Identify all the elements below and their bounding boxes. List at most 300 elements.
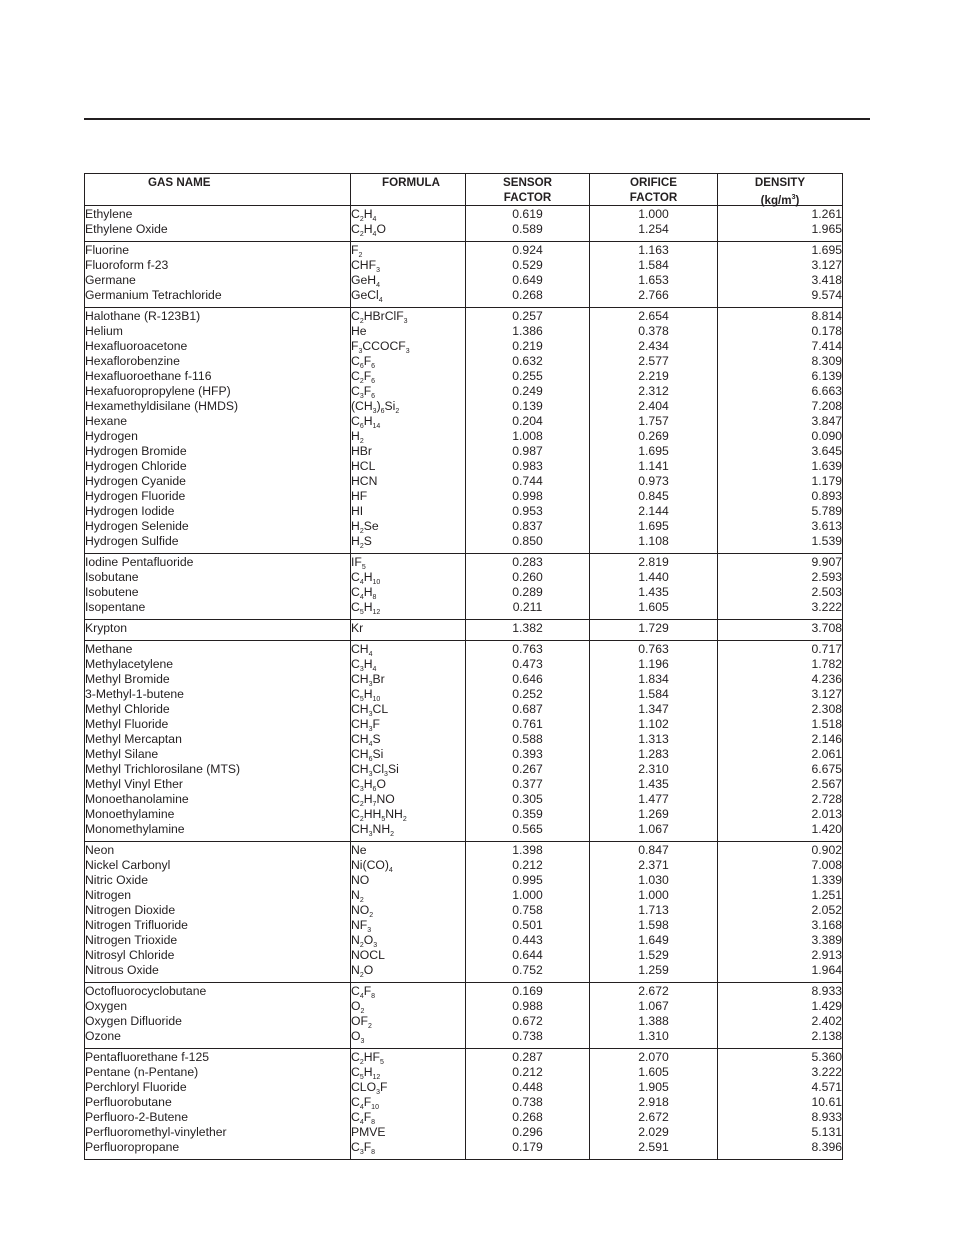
list-item: Nitrous Oxide bbox=[85, 963, 159, 977]
list-item: $O_3$ bbox=[351, 1029, 365, 1045]
top-rule bbox=[84, 118, 870, 120]
list-item: $OF_2$ bbox=[351, 1014, 372, 1030]
list-item: 0.589 bbox=[512, 222, 543, 236]
list-item: 1.102 bbox=[638, 717, 669, 731]
list-item: 0.752 bbox=[512, 963, 543, 977]
list-item: Nitrogen Trifluoride bbox=[85, 918, 188, 932]
gas-name-cell bbox=[85, 620, 351, 641]
list-item: $NF_3$ bbox=[351, 918, 372, 934]
list-item: 1.539 bbox=[811, 534, 842, 548]
list-item: Hydrogen Iodide bbox=[85, 504, 175, 518]
list-item: 0.212 bbox=[512, 858, 543, 872]
sensor-factor-cell bbox=[466, 842, 590, 983]
list-item: 1.639 bbox=[811, 459, 842, 473]
list-item: 1.695 bbox=[638, 519, 669, 533]
sensor-factor-cell bbox=[466, 554, 590, 620]
formula-cell bbox=[351, 308, 466, 554]
list-item: Ethylene bbox=[85, 207, 133, 221]
list-item: 1.269 bbox=[638, 807, 669, 821]
list-item: $CHF_3$ bbox=[351, 258, 380, 274]
list-item: 4.571 bbox=[811, 1080, 842, 1094]
list-item: 0.443 bbox=[512, 933, 543, 947]
list-item: 0.988 bbox=[512, 999, 543, 1013]
list-item: $C_2HF_5$ bbox=[351, 1050, 384, 1066]
list-item: Hydrogen Sulfide bbox=[85, 534, 179, 548]
list-item: Methylacetylene bbox=[85, 657, 174, 671]
list-item: 3.847 bbox=[811, 414, 842, 428]
list-item: 5.360 bbox=[811, 1050, 842, 1064]
list-item: 0.998 bbox=[512, 489, 543, 503]
list-item: 8.933 bbox=[811, 984, 842, 998]
list-item: 1.695 bbox=[638, 444, 669, 458]
list-item: HF bbox=[351, 489, 368, 503]
list-item: Krypton bbox=[85, 621, 128, 635]
list-item: 0.268 bbox=[512, 288, 543, 302]
list-item: 2.567 bbox=[811, 777, 842, 791]
list-item: 0.267 bbox=[512, 762, 543, 776]
table-row bbox=[85, 842, 843, 983]
list-item: $CH_3Cl_3Si$ bbox=[351, 762, 399, 778]
list-item: 2.672 bbox=[638, 1110, 669, 1124]
list-item: Halothane (R-123B1) bbox=[85, 309, 201, 323]
list-item: 2.577 bbox=[638, 354, 669, 368]
list-item: 1.440 bbox=[638, 570, 669, 584]
list-item: HCN bbox=[351, 474, 378, 488]
formula-cell bbox=[351, 983, 466, 1049]
table-group bbox=[85, 308, 843, 554]
list-item: 1.382 bbox=[512, 621, 543, 635]
col-orifice-factor: ORIFICE FACTOR bbox=[590, 174, 718, 206]
list-item: Methyl Bromide bbox=[85, 672, 170, 686]
list-item: 1.398 bbox=[512, 843, 543, 857]
density-cell bbox=[718, 983, 843, 1049]
list-item: 1.000 bbox=[638, 207, 669, 221]
table-group bbox=[85, 641, 843, 842]
table-row bbox=[85, 242, 843, 308]
orifice-factor-cell bbox=[590, 620, 718, 641]
list-item: 1.163 bbox=[638, 243, 669, 257]
list-item: GeH$_4$ bbox=[351, 273, 380, 289]
list-item: Hexafuoropropylene (HFP) bbox=[85, 384, 231, 398]
list-item: Nitric Oxide bbox=[85, 873, 148, 887]
list-item: 0.268 bbox=[512, 1110, 543, 1124]
orifice-factor-cell bbox=[590, 641, 718, 842]
list-item: $CH_3CL$ bbox=[351, 702, 389, 718]
list-item: $C_4H_{10}$ bbox=[351, 570, 381, 586]
list-item: 2.310 bbox=[638, 762, 669, 776]
list-item: $C_4F_{10}$ bbox=[351, 1095, 379, 1111]
list-item: 2.654 bbox=[638, 309, 669, 323]
list-item: 1.964 bbox=[811, 963, 842, 977]
list-item: 0.717 bbox=[811, 642, 842, 656]
list-item: 1.283 bbox=[638, 747, 669, 761]
list-item: Hexafluoroacetone bbox=[85, 339, 188, 353]
list-item: Perfluorobutane bbox=[85, 1095, 172, 1109]
list-item: $NO_2$ bbox=[351, 903, 374, 919]
list-item: 0.529 bbox=[512, 258, 543, 272]
list-item: 1.179 bbox=[811, 474, 842, 488]
list-item: Nitrogen Dioxide bbox=[85, 903, 176, 917]
gas-name-cell bbox=[85, 983, 351, 1049]
list-item: 0.649 bbox=[512, 273, 543, 287]
list-item: 1.757 bbox=[638, 414, 669, 428]
orifice-factor-cell bbox=[590, 308, 718, 554]
table-group bbox=[85, 1049, 843, 1160]
list-item: 2.766 bbox=[638, 288, 669, 302]
list-item: Kr bbox=[351, 621, 364, 635]
list-item: 1.584 bbox=[638, 687, 669, 701]
list-item: 2.061 bbox=[811, 747, 842, 761]
list-item: $C_2H_7NO$ bbox=[351, 792, 395, 808]
list-item: Pentane (n-Pentane) bbox=[85, 1065, 199, 1079]
list-item: $F_2$ bbox=[351, 243, 363, 259]
list-item: 0.761 bbox=[512, 717, 543, 731]
list-item: 6.663 bbox=[811, 384, 842, 398]
list-item: 0.758 bbox=[512, 903, 543, 917]
list-item: 0.987 bbox=[512, 444, 543, 458]
list-item: 2.593 bbox=[811, 570, 842, 584]
list-item: 7.414 bbox=[811, 339, 842, 353]
list-item: 3-Methyl-1-butene bbox=[85, 687, 184, 701]
list-item: 0.377 bbox=[512, 777, 543, 791]
list-item: 1.605 bbox=[638, 600, 669, 614]
list-item: Hexamethyldisilane (HMDS) bbox=[85, 399, 239, 413]
list-item: GeCl$_4$ bbox=[351, 288, 383, 304]
list-item: 0.393 bbox=[512, 747, 543, 761]
list-item: Fluorine bbox=[85, 243, 130, 257]
list-item: $CH_3F$ bbox=[351, 717, 380, 733]
list-item: 2.308 bbox=[811, 702, 842, 716]
gas-name-cell bbox=[85, 641, 351, 842]
list-item: 0.090 bbox=[811, 429, 842, 443]
density-cell bbox=[718, 206, 843, 242]
list-item: 1.254 bbox=[638, 222, 669, 236]
table-group bbox=[85, 554, 843, 620]
list-item: 0.289 bbox=[512, 585, 543, 599]
sensor-factor-cell bbox=[466, 620, 590, 641]
list-item: 1.259 bbox=[638, 963, 669, 977]
list-item: 1.251 bbox=[811, 888, 842, 902]
list-item: 2.144 bbox=[638, 504, 669, 518]
list-item: 5.789 bbox=[811, 504, 842, 518]
list-item: $C_3F_8$ bbox=[351, 1140, 376, 1156]
list-item: NO bbox=[351, 873, 370, 887]
list-item: $C_2H_4$ bbox=[351, 207, 377, 223]
list-item: 0.378 bbox=[638, 324, 669, 338]
list-item: 6.139 bbox=[811, 369, 842, 383]
list-item: 0.902 bbox=[811, 843, 842, 857]
list-item: 3.645 bbox=[811, 444, 842, 458]
formula-cell bbox=[351, 620, 466, 641]
list-item: NOCL bbox=[351, 948, 385, 962]
density-cell bbox=[718, 554, 843, 620]
list-item: Hydrogen Chloride bbox=[85, 459, 187, 473]
list-item: $C_6H_{14}$ bbox=[351, 414, 381, 430]
sensor-factor-cell bbox=[466, 983, 590, 1049]
list-item: Ozone bbox=[85, 1029, 121, 1043]
list-item: 2.434 bbox=[638, 339, 669, 353]
list-item: $C_2HH_5NH_2$ bbox=[351, 807, 407, 823]
list-item: Hexane bbox=[85, 414, 128, 428]
formula-cell bbox=[351, 242, 466, 308]
list-item: Nitrosyl Chloride bbox=[85, 948, 175, 962]
list-item: 1.905 bbox=[638, 1080, 669, 1094]
list-item: Methyl Silane bbox=[85, 747, 159, 761]
list-item: $C_2HBrClF_3$ bbox=[351, 309, 408, 325]
list-item: Perfluoromethyl-vinylether bbox=[85, 1125, 227, 1139]
list-item: 1.435 bbox=[638, 585, 669, 599]
list-item: 2.219 bbox=[638, 369, 669, 383]
formula-cell bbox=[351, 842, 466, 983]
list-item: 2.070 bbox=[638, 1050, 669, 1064]
list-item: 1.067 bbox=[638, 999, 669, 1013]
list-item: 8.309 bbox=[811, 354, 842, 368]
list-item: $C_3H_6O$ bbox=[351, 777, 386, 793]
list-item: 6.675 bbox=[811, 762, 842, 776]
orifice-factor-cell bbox=[590, 983, 718, 1049]
list-item: 8.933 bbox=[811, 1110, 842, 1124]
list-item: 1.067 bbox=[638, 822, 669, 836]
list-item: 0.837 bbox=[512, 519, 543, 533]
list-item: $CH_3NH_2$ bbox=[351, 822, 395, 838]
list-item: 0.687 bbox=[512, 702, 543, 716]
list-item: $CH_6Si$ bbox=[351, 747, 384, 763]
sensor-factor-cell bbox=[466, 242, 590, 308]
table-row bbox=[85, 554, 843, 620]
list-item: HI bbox=[351, 504, 364, 518]
table-row bbox=[85, 1049, 843, 1160]
list-item: 0.983 bbox=[512, 459, 543, 473]
list-item: 2.819 bbox=[638, 555, 669, 569]
list-item: 1.435 bbox=[638, 777, 669, 791]
list-item: 0.252 bbox=[512, 687, 543, 701]
list-item: Germanium Tetrachloride bbox=[85, 288, 222, 302]
list-item: 1.782 bbox=[811, 657, 842, 671]
list-item: Ethylene Oxide bbox=[85, 222, 168, 236]
list-item: 9.907 bbox=[811, 555, 842, 569]
list-item: $C_5H_{10}$ bbox=[351, 687, 381, 703]
sensor-factor-cell bbox=[466, 1049, 590, 1160]
list-item: 0.738 bbox=[512, 1029, 543, 1043]
list-item: Methyl Mercaptan bbox=[85, 732, 182, 746]
list-item: 0.893 bbox=[811, 489, 842, 503]
list-item: 1.653 bbox=[638, 273, 669, 287]
list-item: 0.588 bbox=[512, 732, 543, 746]
list-item: 3.127 bbox=[811, 258, 842, 272]
table-row bbox=[85, 983, 843, 1049]
list-item: 1.518 bbox=[811, 717, 842, 731]
list-item: 0.973 bbox=[638, 474, 669, 488]
list-item: Hydrogen Selenide bbox=[85, 519, 189, 533]
list-item: 3.168 bbox=[811, 918, 842, 932]
list-item: 1.000 bbox=[512, 888, 543, 902]
list-item: HBr bbox=[351, 444, 372, 458]
list-item: Neon bbox=[85, 843, 115, 857]
list-item: Hydrogen Fluoride bbox=[85, 489, 186, 503]
list-item: $IF_5$ bbox=[351, 555, 366, 571]
col-sensor-factor: SENSOR FACTOR bbox=[466, 174, 590, 206]
list-item: 0.763 bbox=[512, 642, 543, 656]
list-item: 3.708 bbox=[811, 621, 842, 635]
list-item: 10.61 bbox=[811, 1095, 842, 1109]
list-item: 0.260 bbox=[512, 570, 543, 584]
list-item: $N_2O$ bbox=[351, 963, 374, 979]
list-item: Hydrogen Bromide bbox=[85, 444, 187, 458]
list-item: 1.477 bbox=[638, 792, 669, 806]
orifice-factor-cell bbox=[590, 242, 718, 308]
list-item: 0.211 bbox=[512, 600, 543, 614]
formula-cell bbox=[351, 1049, 466, 1160]
col-density: DENSITY $(kg/m^3)$ bbox=[718, 174, 843, 206]
col-formula: FORMULA bbox=[351, 174, 466, 206]
table-row bbox=[85, 620, 843, 641]
list-item: Ne bbox=[351, 843, 367, 857]
list-item: 7.208 bbox=[811, 399, 842, 413]
gas-name-cell bbox=[85, 1049, 351, 1160]
list-item: 1.000 bbox=[638, 888, 669, 902]
list-item: 0.287 bbox=[512, 1050, 543, 1064]
list-item: 1.388 bbox=[638, 1014, 669, 1028]
list-item: 0.305 bbox=[512, 792, 543, 806]
list-item: 8.814 bbox=[811, 309, 842, 323]
list-item: Methane bbox=[85, 642, 133, 656]
list-item: Isobutane bbox=[85, 570, 139, 584]
list-item: Perfluoropropane bbox=[85, 1140, 180, 1154]
list-item: $H_2S$ bbox=[351, 534, 372, 550]
orifice-factor-cell bbox=[590, 554, 718, 620]
list-item: Methyl Trichlorosilane (MTS) bbox=[85, 762, 241, 776]
density-cell bbox=[718, 242, 843, 308]
list-item: 3.222 bbox=[811, 600, 842, 614]
list-item: $C_4F_8$ bbox=[351, 984, 376, 1000]
list-item: 2.052 bbox=[811, 903, 842, 917]
list-item: 1.729 bbox=[638, 621, 669, 635]
list-item: 0.619 bbox=[512, 207, 543, 221]
gas-name-cell bbox=[85, 206, 351, 242]
formula-cell bbox=[351, 206, 466, 242]
list-item: $CLO_3F$ bbox=[351, 1080, 388, 1096]
list-item: Isobutene bbox=[85, 585, 139, 599]
list-item: $H_2Se$ bbox=[351, 519, 379, 535]
table-row bbox=[85, 308, 843, 554]
list-item: $(CH_3)_6Si_2$ bbox=[351, 399, 400, 415]
sensor-factor-cell bbox=[466, 308, 590, 554]
table-row bbox=[85, 206, 843, 242]
table-body bbox=[85, 206, 843, 242]
list-item: 0.924 bbox=[512, 243, 543, 257]
list-item: 3.613 bbox=[811, 519, 842, 533]
sensor-factor-cell bbox=[466, 206, 590, 242]
list-item: 2.728 bbox=[811, 792, 842, 806]
table-row bbox=[85, 641, 843, 842]
list-item: 0.296 bbox=[512, 1125, 543, 1139]
list-item: Oxygen Difluoride bbox=[85, 1014, 182, 1028]
list-item: $O_2$ bbox=[351, 999, 365, 1015]
list-item: 8.396 bbox=[811, 1140, 842, 1154]
list-item: 0.169 bbox=[512, 984, 543, 998]
list-item: 1.429 bbox=[811, 999, 842, 1013]
list-item: 1.196 bbox=[638, 657, 669, 671]
list-item: Monoethylamine bbox=[85, 807, 175, 821]
list-item: Methyl Fluoride bbox=[85, 717, 169, 731]
list-item: 0.212 bbox=[512, 1065, 543, 1079]
list-item: 1.584 bbox=[638, 258, 669, 272]
list-item: Germane bbox=[85, 273, 136, 287]
list-item: 2.402 bbox=[811, 1014, 842, 1028]
orifice-factor-cell bbox=[590, 842, 718, 983]
list-item: 1.649 bbox=[638, 933, 669, 947]
list-item: 0.204 bbox=[512, 414, 543, 428]
list-item: 2.138 bbox=[811, 1029, 842, 1043]
col-gas-name: GAS NAME bbox=[85, 174, 351, 206]
list-item: 0.501 bbox=[512, 918, 543, 932]
list-item: Iodine Pentafluoride bbox=[85, 555, 194, 569]
list-item: PMVE bbox=[351, 1125, 386, 1139]
list-item: 7.008 bbox=[811, 858, 842, 872]
list-item: 0.269 bbox=[638, 429, 669, 443]
list-item: 0.763 bbox=[638, 642, 669, 656]
list-item: 0.219 bbox=[512, 339, 543, 353]
list-item: He bbox=[351, 324, 367, 338]
list-item: $H_2$ bbox=[351, 429, 364, 445]
list-item: 0.953 bbox=[512, 504, 543, 518]
list-item: 0.473 bbox=[512, 657, 543, 671]
list-item: $C_5H_{12}$ bbox=[351, 1065, 381, 1081]
density-cell bbox=[718, 641, 843, 842]
formula-cell bbox=[351, 641, 466, 842]
density-cell bbox=[718, 620, 843, 641]
list-item: 1.008 bbox=[512, 429, 543, 443]
list-item: $C_3H_4$ bbox=[351, 657, 377, 673]
gas-name-cell bbox=[85, 308, 351, 554]
list-item: Perfluoro-2-Butene bbox=[85, 1110, 188, 1124]
list-item: 2.146 bbox=[811, 732, 842, 746]
list-item: 4.236 bbox=[811, 672, 842, 686]
list-item: $C_5H_{12}$ bbox=[351, 600, 381, 616]
list-item: 0.179 bbox=[512, 1140, 543, 1154]
list-item: 1.713 bbox=[638, 903, 669, 917]
list-item: 0.283 bbox=[512, 555, 543, 569]
list-item: 0.632 bbox=[512, 354, 543, 368]
list-item: $CH_4S$ bbox=[351, 732, 381, 748]
list-item: 0.448 bbox=[512, 1080, 543, 1094]
list-item: $C_4F_8$ bbox=[351, 1110, 376, 1126]
list-item: 1.313 bbox=[638, 732, 669, 746]
list-item: 2.312 bbox=[638, 384, 669, 398]
list-item: 1.598 bbox=[638, 918, 669, 932]
list-item: $C_2F_6$ bbox=[351, 369, 376, 385]
list-item: 0.257 bbox=[512, 309, 543, 323]
list-item: Perchloryl Fluoride bbox=[85, 1080, 187, 1094]
list-item: 2.029 bbox=[638, 1125, 669, 1139]
list-item: 1.965 bbox=[811, 222, 842, 236]
table-group bbox=[85, 842, 843, 983]
list-item: 0.178 bbox=[811, 324, 842, 338]
list-item: 2.503 bbox=[811, 585, 842, 599]
list-item: Nitrogen bbox=[85, 888, 132, 902]
list-item: Hydrogen bbox=[85, 429, 138, 443]
orifice-factor-cell bbox=[590, 206, 718, 242]
list-item: 0.565 bbox=[512, 822, 543, 836]
list-item: 0.646 bbox=[512, 672, 543, 686]
list-item: Oxygen bbox=[85, 999, 128, 1013]
table-group bbox=[85, 620, 843, 641]
list-item: 1.529 bbox=[638, 948, 669, 962]
list-item: 2.371 bbox=[638, 858, 669, 872]
table-header bbox=[85, 174, 843, 206]
list-item: Monoethanolamine bbox=[85, 792, 189, 806]
list-item: $N_2O_3$ bbox=[351, 933, 378, 949]
